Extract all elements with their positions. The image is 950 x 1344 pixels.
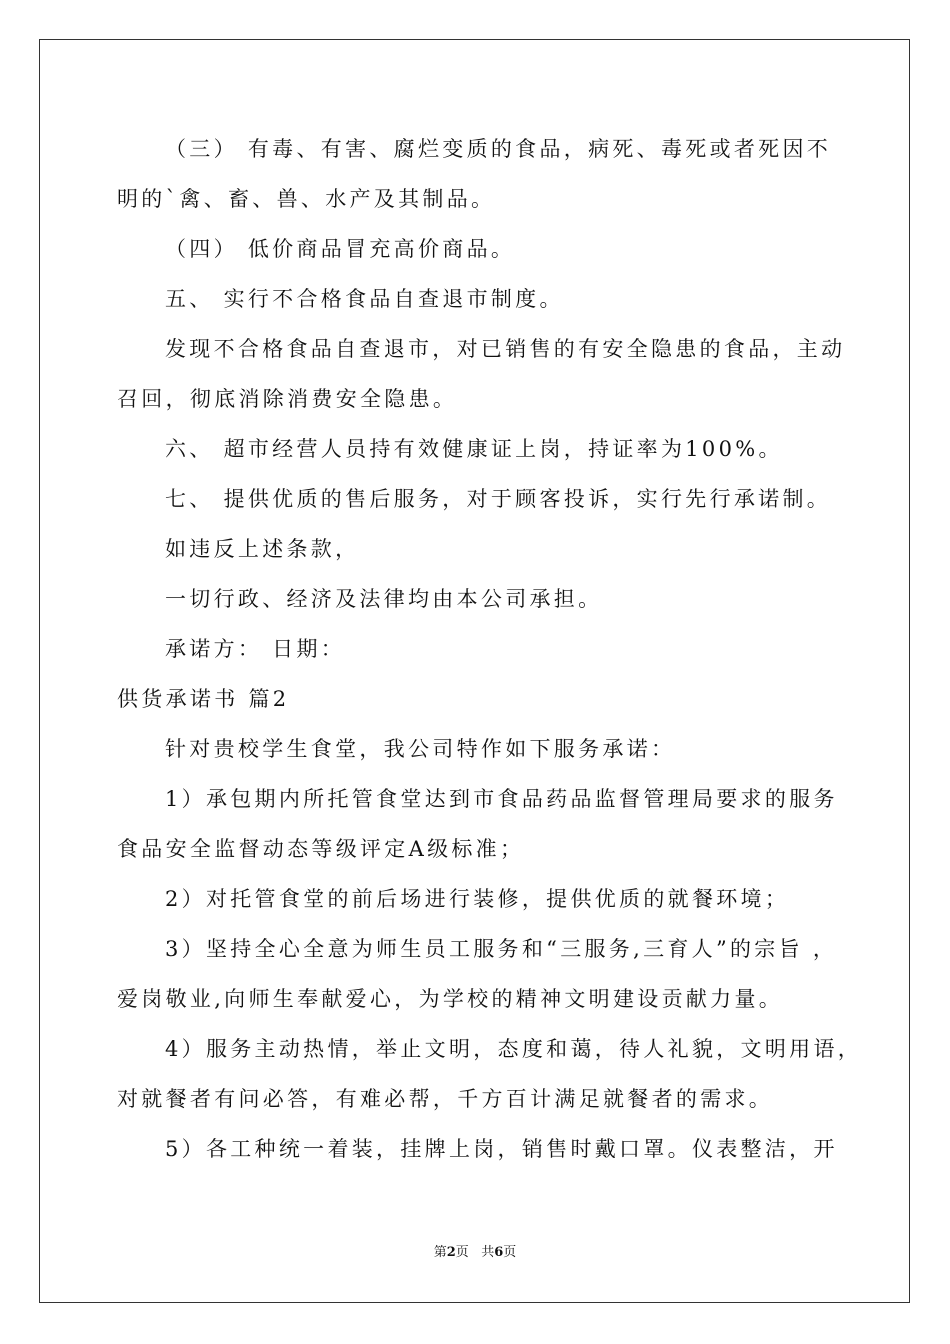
paragraph-line: 2）对托管食堂的前后场进行装修，提供优质的就餐环境； bbox=[165, 887, 790, 911]
paragraph-line: 1）承包期内所托管食堂达到市食品药品监督管理局要求的服务 bbox=[165, 787, 838, 811]
paragraph-line: 食品安全监督动态等级评定A级标准； bbox=[117, 837, 525, 861]
footer-total-prefix: 共 bbox=[481, 1245, 495, 1260]
paragraph-line: 3）坚持全心全意为师生员工服务和“三服务,三育人”的宗旨 ， bbox=[165, 937, 838, 961]
paragraph-line: 针对贵校学生食堂，我公司特作如下服务承诺： bbox=[165, 737, 676, 761]
paragraph-line: 如违反上述条款， bbox=[165, 537, 360, 561]
paragraph-line: 发现不合格食品自查退市，对已销售的有安全隐患的食品，主动 bbox=[165, 337, 846, 361]
section-heading: 供货承诺书 篇2 bbox=[117, 687, 290, 711]
paragraph-line: 召回，彻底消除消费安全隐患。 bbox=[117, 387, 458, 411]
paragraph-line: 五、 实行不合格食品自查退市制度。 bbox=[165, 287, 564, 311]
footer-page-unit: 页 bbox=[455, 1245, 469, 1260]
paragraph-line: （三） 有毒、有害、腐烂变质的食品，病死、毒死或者死因不 bbox=[165, 137, 832, 161]
signature-line: 承诺方： 日期： bbox=[165, 637, 346, 661]
footer-page-total: 6 bbox=[494, 1245, 504, 1260]
paragraph-line: 六、 超市经营人员持有效健康证上岗，持证率为100%。 bbox=[165, 437, 783, 461]
footer-total-unit: 页 bbox=[503, 1245, 517, 1260]
paragraph-line: 5）各工种统一着装，挂牌上岗，销售时戴口罩。仪表整洁，开 bbox=[165, 1137, 838, 1161]
paragraph-line: 七、 提供优质的售后服务，对于顾客投诉，实行先行承诺制。 bbox=[165, 487, 832, 511]
paragraph-line: 4）服务主动热情，举止文明，态度和蔼，待人礼貌，文明用语， bbox=[165, 1037, 863, 1061]
page-footer bbox=[0, 1244, 950, 1262]
footer-page-current: 2 bbox=[446, 1245, 456, 1260]
paragraph-line: 爱岗敬业,向师生奉献爱心，为学校的精神文明建设贡献力量。 bbox=[117, 987, 784, 1011]
paragraph-line: （四） 低价商品冒充高价商品。 bbox=[165, 237, 516, 261]
paragraph-line: 一切行政、经济及法律均由本公司承担。 bbox=[165, 587, 603, 611]
paragraph-line: 明的`禽、畜、兽、水产及其制品。 bbox=[117, 187, 496, 211]
footer-page-prefix: 第 bbox=[433, 1245, 447, 1260]
paragraph-line: 对就餐者有问必答，有难必帮，千方百计满足就餐者的需求。 bbox=[117, 1087, 774, 1111]
